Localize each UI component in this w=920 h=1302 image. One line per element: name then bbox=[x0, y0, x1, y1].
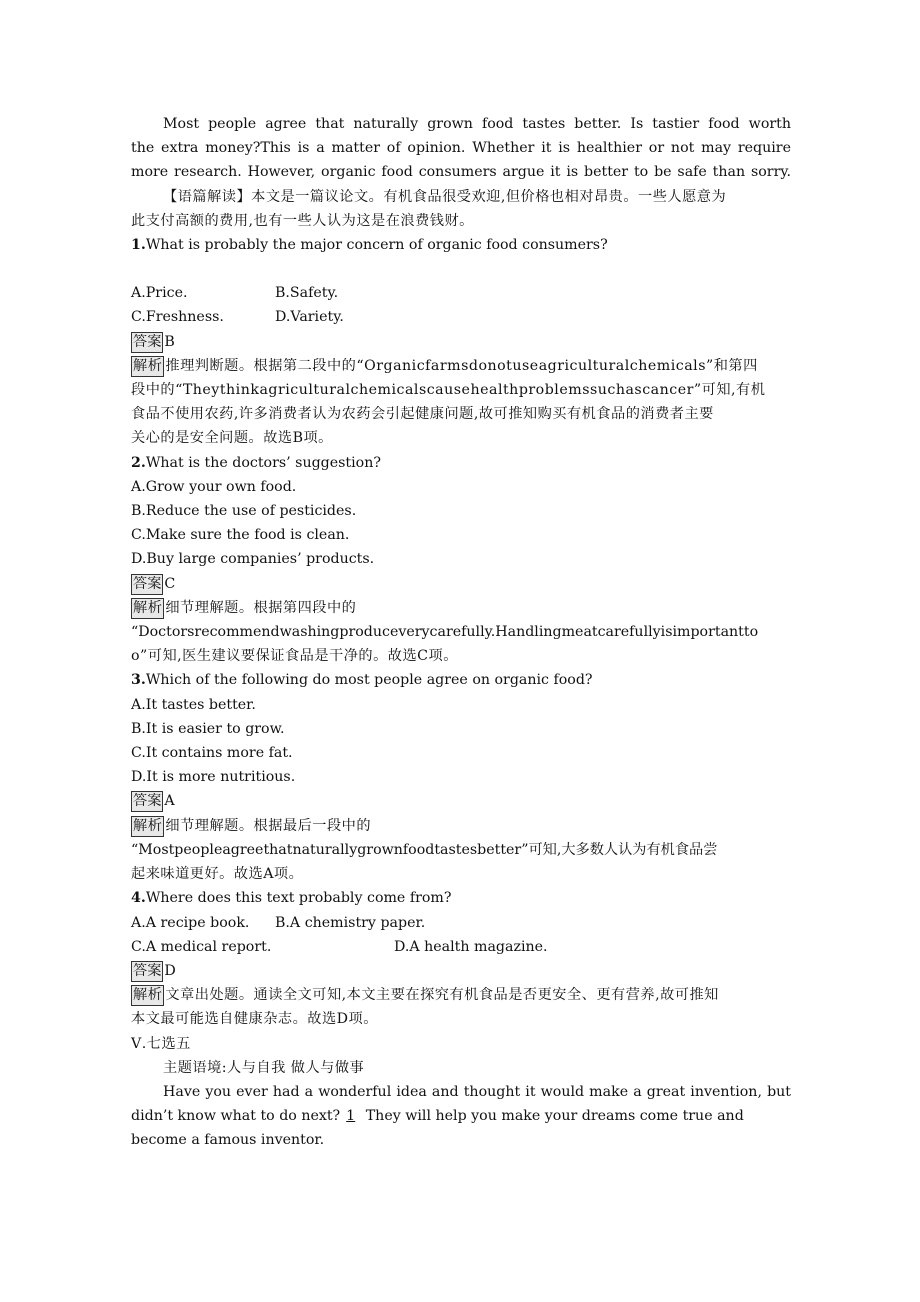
answer-value: B bbox=[164, 333, 175, 350]
question-4-analysis: 解析 文章出处题。通读全文可知,本文主要在探究有机食品是否更安全、更有营养,故可推知 bbox=[131, 983, 791, 1007]
answer-tag: 答案 bbox=[131, 791, 163, 812]
analysis-line: 食品不使用农药,许多消费者认为农药会引起健康问题,故可推知购买有机食品的消费者主要 bbox=[131, 406, 714, 423]
answer-tag: 答案 bbox=[131, 574, 163, 595]
document-page bbox=[131, 112, 791, 1153]
question-2-stem: 2.What is the doctors’ suggestion? bbox=[131, 454, 381, 471]
question-1-analysis: 解析 推理判断题。根据第二段中的“Organicfarmsdonotuseagriculturalchemicals”和第四 bbox=[131, 354, 791, 378]
option-a[interactable]: A.Price. bbox=[131, 285, 188, 302]
analysis-line: 本文最可能选自健康杂志。故选D项。 bbox=[131, 1011, 378, 1028]
analysis-line: “Doctorsrecommendwashingproduceverycarefully.Handlingmeatcarefullyisimportantto bbox=[131, 624, 759, 641]
option-b[interactable]: B.Reduce the use of pesticides. bbox=[131, 503, 357, 520]
option-b[interactable]: B.A chemistry paper. bbox=[275, 914, 426, 931]
question-3-stem: 3.Which of the following do most people agree on organic food? bbox=[131, 672, 593, 689]
analysis-line: “Mostpeopleagreethatnaturallygrownfoodtastesbetter”可知,大多数人认为有机食品尝 bbox=[131, 841, 718, 858]
section-paragraph-line: didn’t know what to do next? 1 They will help you make your dreams come true and bbox=[131, 1104, 791, 1128]
passage-line: more research. However, organic food consumers argue it is better to be safe than sorry. bbox=[131, 164, 791, 181]
answer-value: A bbox=[164, 793, 175, 810]
blank-1[interactable]: 1 bbox=[346, 1108, 356, 1125]
option-c[interactable]: C.It contains more fat. bbox=[131, 745, 293, 762]
question-4-stem: 4.Where does this text probably come from? bbox=[131, 890, 452, 907]
question-2-answer bbox=[131, 572, 791, 596]
section-heading: Ⅴ.七选五 bbox=[131, 1035, 191, 1052]
question-4-answer bbox=[131, 959, 791, 983]
option-c[interactable]: C.Make sure the food is clean. bbox=[131, 527, 350, 544]
analysis-line: 关心的是安全问题。故选B项。 bbox=[131, 430, 333, 447]
question-3-answer bbox=[131, 789, 791, 813]
section-paragraph-line: Have you ever had a wonderful idea and thought it would make a great invention, but bbox=[163, 1083, 791, 1100]
option-d[interactable]: D.Variety. bbox=[275, 309, 344, 326]
option-d[interactable]: D.A health magazine. bbox=[394, 938, 548, 955]
question-1-options-row bbox=[131, 281, 791, 305]
analysis-tag: 解析 bbox=[131, 356, 164, 377]
analysis-tag: 解析 bbox=[131, 985, 164, 1006]
option-c[interactable]: C.Freshness. bbox=[131, 309, 224, 326]
passage-line: Most people agree that naturally grown food tastes better. Is tastier food worth bbox=[163, 116, 791, 132]
section-theme: 主题语境:人与自我 做人与做事 bbox=[163, 1059, 365, 1076]
section-paragraph-line: become a famous inventor. bbox=[131, 1132, 325, 1149]
question-4-options-row bbox=[131, 935, 791, 959]
option-a[interactable]: A.Grow your own food. bbox=[131, 478, 297, 495]
spacer bbox=[131, 257, 791, 281]
question-4-options-row bbox=[131, 911, 791, 935]
analysis-tag: 解析 bbox=[131, 816, 164, 837]
question-2-analysis: 解析 细节理解题。根据第四段中的 bbox=[131, 596, 791, 620]
analysis-line: 起来味道更好。故选A项。 bbox=[131, 866, 304, 883]
interpretation-line: 此支付高额的费用,也有一些人认为这是在浪费钱财。 bbox=[131, 212, 474, 229]
option-b[interactable]: B.It is easier to grow. bbox=[131, 720, 285, 737]
question-1-options-row bbox=[131, 305, 791, 329]
question-1-stem: 1.What is probably the major concern of organic food consumers? bbox=[131, 237, 608, 254]
answer-tag: 答案 bbox=[131, 961, 163, 982]
option-a[interactable]: A.It tastes better. bbox=[131, 696, 256, 713]
question-1-answer bbox=[131, 330, 791, 354]
analysis-line: 段中的“Theythinkagriculturalchemicalscausehealthproblemssuchascancer”可知,有机 bbox=[131, 382, 766, 399]
analysis-line: o”可知,医生建议要保证食品是干净的。故选C项。 bbox=[131, 648, 458, 665]
option-d[interactable]: D.It is more nutritious. bbox=[131, 769, 296, 786]
interpretation-line: 【语篇解读】本文是一篇议论文。有机食品很受欢迎,但价格也相对昂贵。一些人愿意为 bbox=[163, 188, 727, 205]
question-3-analysis: 解析 细节理解题。根据最后一段中的 bbox=[131, 814, 791, 838]
analysis-tag: 解析 bbox=[131, 598, 164, 619]
passage-line: the extra money?This is a matter of opinion. Whether it is healthier or not may require bbox=[131, 140, 791, 157]
option-d[interactable]: D.Buy large companies’ products. bbox=[131, 551, 375, 568]
answer-value: D bbox=[164, 962, 176, 979]
option-c[interactable]: C.A medical report. bbox=[131, 938, 272, 955]
answer-value: C bbox=[164, 575, 176, 592]
option-b[interactable]: B.Safety. bbox=[275, 285, 339, 302]
option-a[interactable]: A.A recipe book. bbox=[131, 914, 250, 931]
answer-tag: 答案 bbox=[131, 332, 163, 353]
